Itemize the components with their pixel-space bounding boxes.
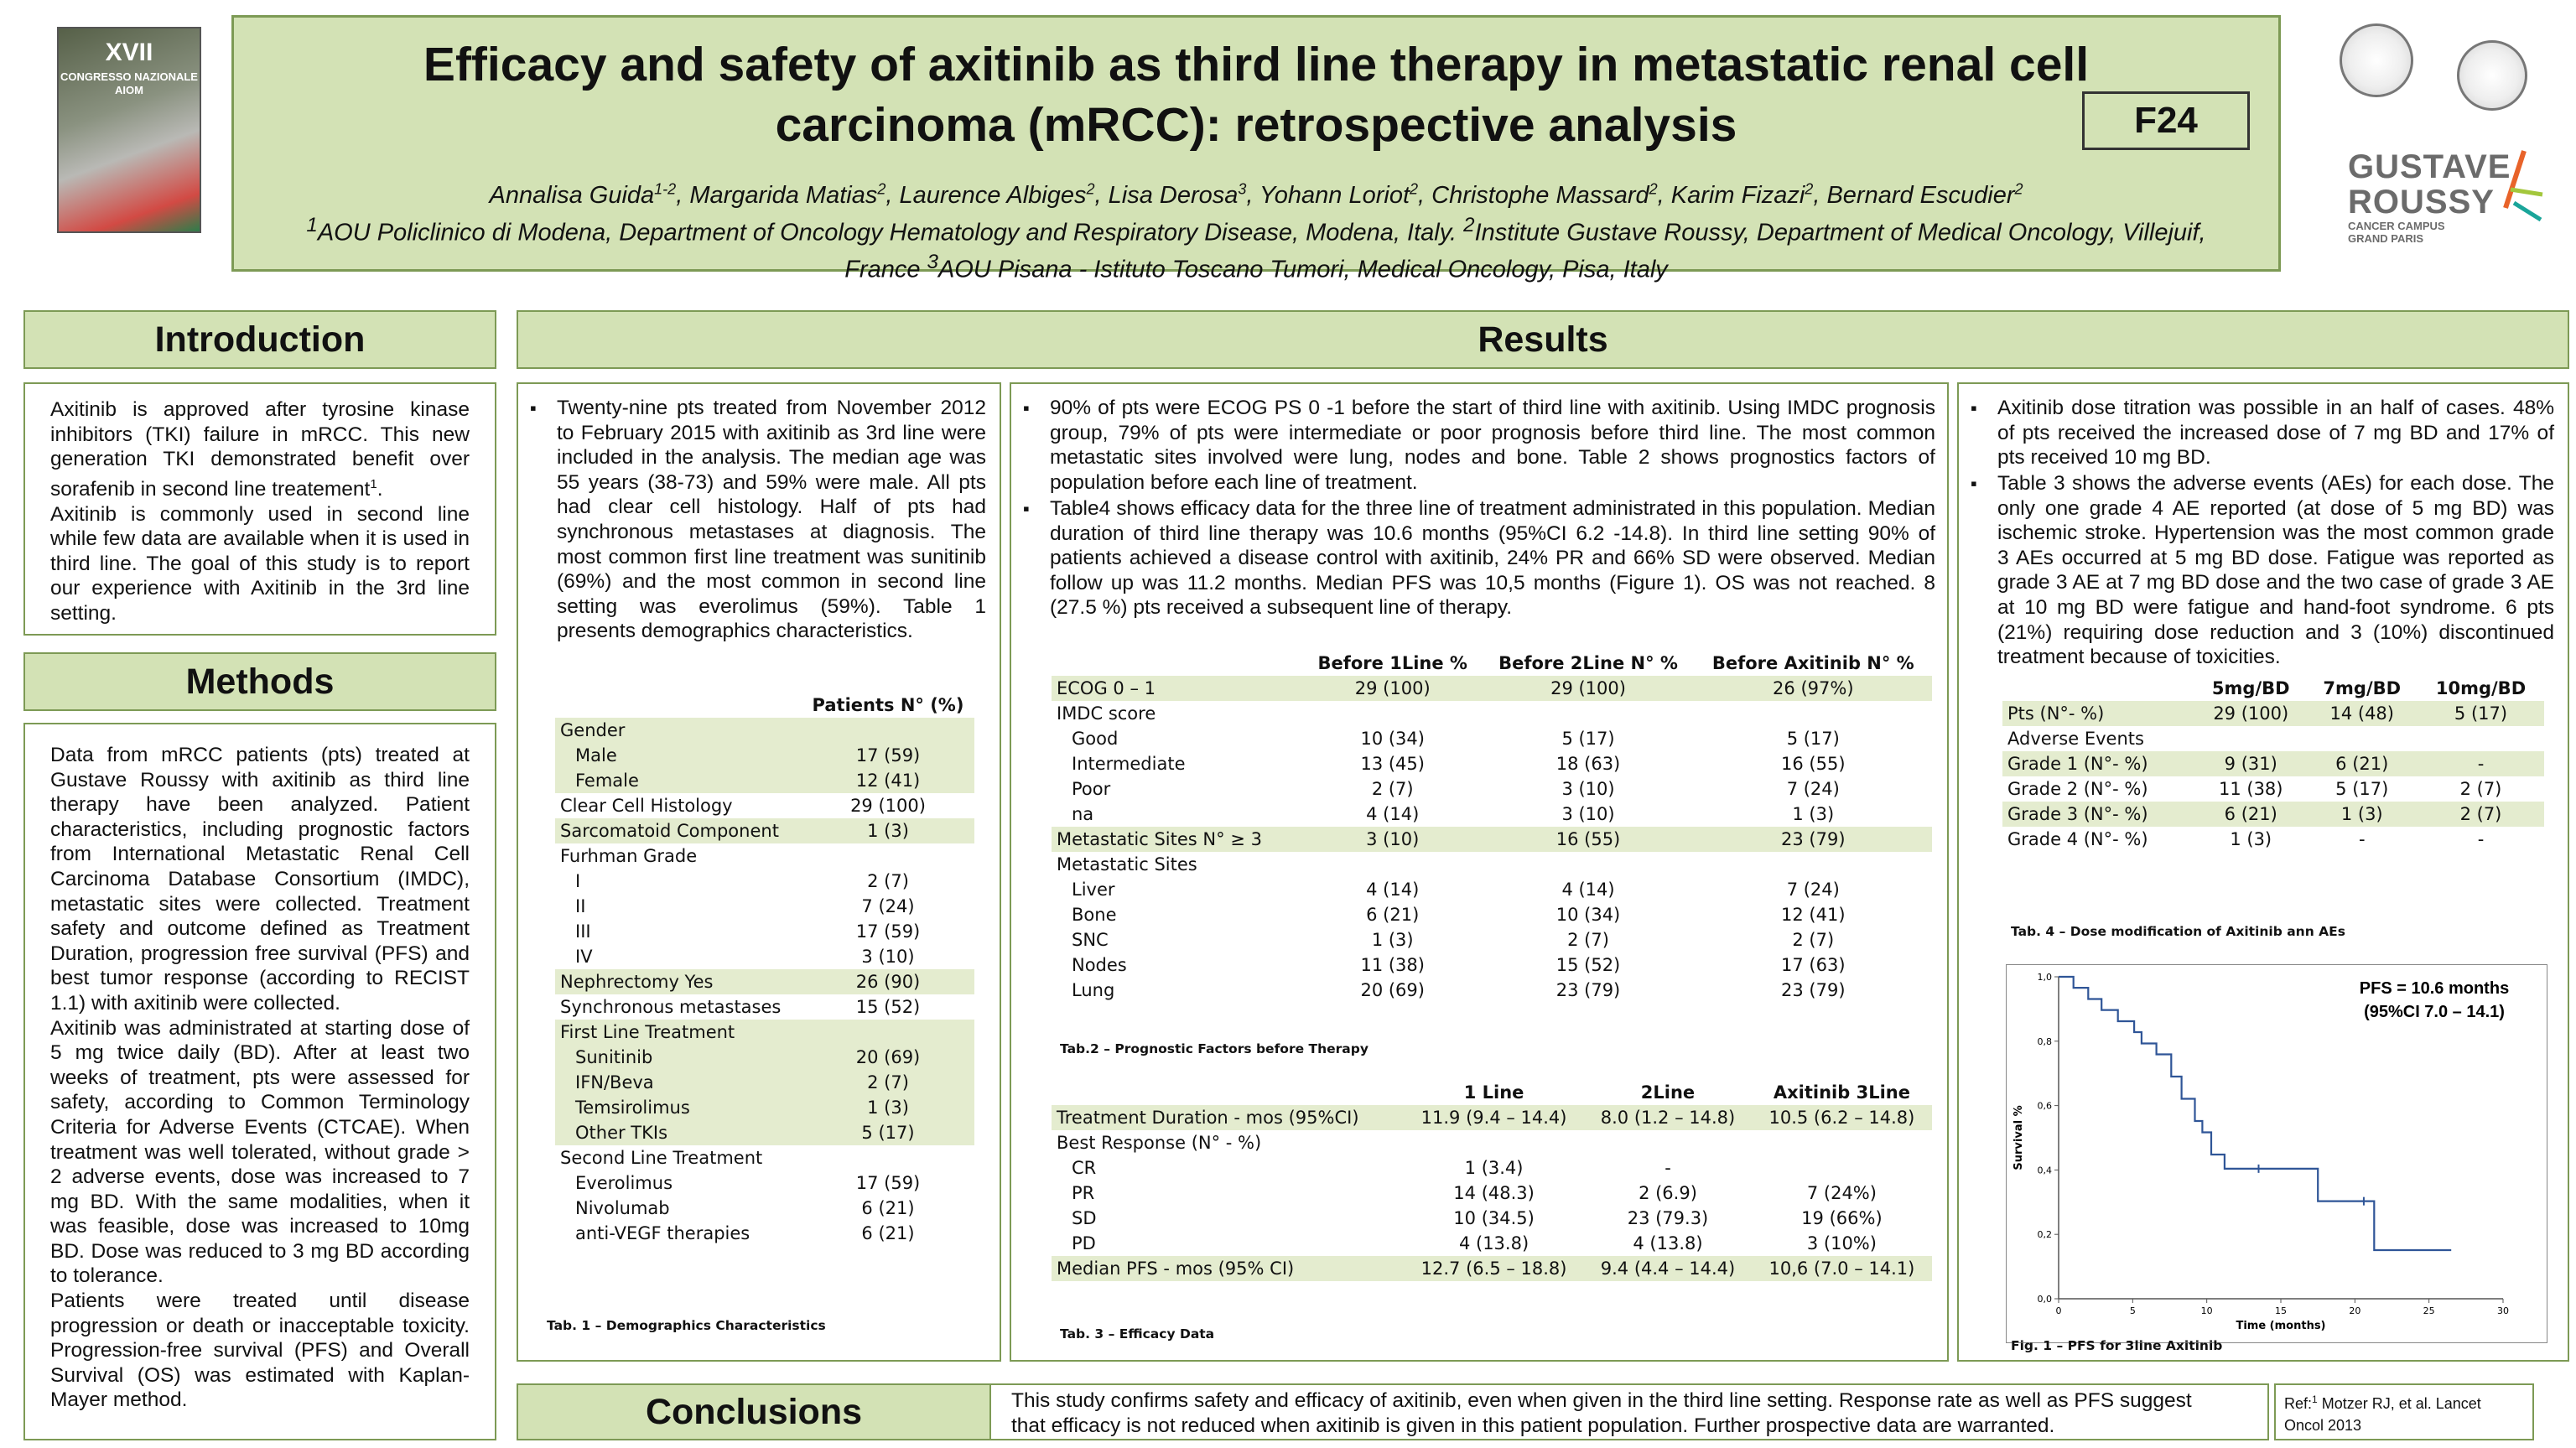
row-label: Grade 1 (N°- %) <box>2002 751 2195 776</box>
row-value: 6 (21) <box>861 1198 915 1218</box>
cell-value: 29 (100) <box>1482 676 1694 701</box>
row-label: Metastatic Sites <box>1057 854 1197 875</box>
row-label: Grade 3 (N°- %) <box>2002 802 2195 827</box>
row-label: PR <box>1072 1183 1095 1203</box>
table-row <box>1052 1231 1932 1256</box>
cell-value: 5 (17) <box>2335 779 2389 799</box>
author-list: Annalisa Guida$^{1-2}$, Margarida Matias$^2$, Laurence Albiges$^2$, Lisa Derosa$^3$, Yohann Loriot$^2$, Christophe Massard$^2$, Karim Fizazi$^2$, Bernard Escudier$^2$ <box>489 180 2023 209</box>
cell-value: 6 (21) <box>1366 905 1420 925</box>
table-row <box>1052 852 1932 877</box>
row-label: Intermediate <box>1072 754 1186 774</box>
table-row <box>555 1145 974 1170</box>
results-bullet-efficacy: ▪ Table4 shows efficacy data for the three line of treatment administrated in this population. Median duration of third line therapy was 10.6 months (95%CI 6.2 -14.8). In third line setting 90% of patients achieved a disease control with axitinib, 24% PR and 66% SD were observed. Median follow up was 11.2 months. Median PFS was 10,5 months (Figure 1). OS was not reached. 8 (27.5 %) pts received a subsequent line of therapy. <box>1020 496 1935 620</box>
row-label: na <box>1072 804 1094 824</box>
cell-value: 13 (45) <box>1360 754 1425 774</box>
table-1-caption: Tab. 1 – Demographics Characteristics <box>547 1318 826 1333</box>
row-label: Nephrectomy Yes <box>555 969 802 994</box>
table-row <box>1052 978 1932 1003</box>
column-header: Before 2Line N° % <box>1498 653 1678 673</box>
author-name: Christophe Massard$^2$ <box>1431 180 1658 209</box>
cell-value: 23 (79) <box>1555 980 1621 1000</box>
row-label: Sunitinib <box>555 1045 802 1070</box>
methods-paragraph-2: Axitinib was administrated at starting dose of 5 mg twice daily (BD). After at least two weeks of treatment, pts were assessed for safety, according to Common Terminology Criteria for Adverse Events (CTCAE). When treatment was well tolerated, without grade > 2 adverse events, dose was increased to 7 mg BD. With the same modalities, when it was feasible, dose was increased to 10mg BD. Dose was reduced to 3 mg BD according to tolerance. <box>50 1016 470 1288</box>
row-value: 1 (3) <box>802 818 974 843</box>
table-row <box>1052 1130 1932 1155</box>
gustave-roussy-logo: GUSTAVE ROUSSY CANCER CAMPUS GRAND PARIS <box>2348 149 2524 250</box>
table-row <box>1052 952 1932 978</box>
pfs-annotation-line-1: PFS = 10.6 months <box>2359 979 2510 998</box>
table-row <box>555 843 974 869</box>
row-label: Other TKIs <box>555 1120 802 1145</box>
author-name: Bernard Escudier$^2$ <box>1826 180 2023 209</box>
column-header <box>1052 651 1303 676</box>
methods-paragraph-1: Data from mRCC patients (pts) treated at Gustave Roussy with axitinib as third line therapy have been analyzed. Patient characteristics, including prognostic factors from International Metastatic Renal Cell Carcinoma Database Consortium (IMDC), metastatic sites were collected. Treatment safety and outcome defined as Treatment Duration, progression free survival (PFS) and best tumor response (according to RECIST 1.1) with axitinib were collected. <box>50 744 470 1015</box>
column-header: Before Axitinib N° % <box>1711 653 1914 673</box>
conclusions-text: This study confirms safety and efficacy of axitinib, even when given in the third line setting. Response rate as well as PFS suggest that efficacy is not reduced when axitinib is given in this patient population. Further prospective data are warranted. <box>1011 1389 2192 1437</box>
row-label: Treatment Duration - mos (95%CI) <box>1052 1105 1404 1130</box>
column-header: 10mg/BD <box>2435 678 2527 698</box>
cell-value: 10 (34) <box>1360 729 1425 749</box>
introduction-paragraph-2: Axitinib is commonly used in second line while few data are available when it is used in third line. The goal of this study is to report our experience with Axitinib in the 3rd line setting. <box>50 502 470 625</box>
row-label: II <box>575 896 586 916</box>
logo-edition: XVII <box>105 39 153 66</box>
x-tick-label: 30 <box>2497 1305 2509 1316</box>
row-label: Clear Cell Histology <box>560 796 733 816</box>
cell-value: 10 (34) <box>1555 905 1621 925</box>
cell-value <box>1404 1130 1584 1155</box>
x-tick-label: 0 <box>2055 1305 2062 1316</box>
row-value: 15 (52) <box>855 997 921 1017</box>
row-value <box>802 718 974 743</box>
results-bullet-demographics: ▪ Twenty-nine pts treated from November 2012 to February 2015 with axitinib as 3rd line were included in the analysis. The median age was 55 years (38-73) and 59% were male. All pts had clear cell histology. Half of pts had synchronous metastases at diagnosis. The most common first line treatment was sunitinib (69%) and the most common in second line setting was everolimus (59%). Table 1 presents demographics characteristics. <box>527 396 986 644</box>
cell-value: 29 (100) <box>1303 676 1482 701</box>
cell-value: 2 (7) <box>2418 802 2544 827</box>
row-label: Furhman Grade <box>560 846 698 866</box>
affiliation-line-1: $^1$AOU Policlinico di Modena, Department of Oncology Hematology and Respiratory Disease, Modena, Italy. $^2$Institute Gustave Roussy, Department of Medical Oncology, Villejuif, <box>306 213 2206 247</box>
logo-slash-icon <box>2499 149 2549 241</box>
results-bullet-adverse-events: ▪ Table 3 shows the adverse events (AEs) for each dose. The only one grade 4 AE reported (at dose of 5 mg BD) was ischemic stroke. Hypertension was the most common grade 3 AEs occurred at 5 mg BD dose. Fatigue was reported as grade 3 AE at 7 mg BD dose and the two case of grade 3 AE at 10 mg BD were fatigue and hand-foot syndrome. 6 pts (21%) requiring dose reduction and 3 (10%) discontinued treatment because of toxicities. <box>1967 471 2554 670</box>
cell-value: - <box>2358 829 2366 849</box>
author-name: Annalisa Guida$^{1-2}$ <box>489 180 677 209</box>
aiom-congress-logo <box>57 27 201 233</box>
row-value: 17 (59) <box>855 1173 921 1193</box>
row-value <box>802 1020 974 1045</box>
affiliation-line-2: France $^3$AOU Pisana - Istituto Toscano Tumori, Medical Oncology, Pisa, Italy <box>844 251 1668 283</box>
row-label: Grade 4 (N°- %) <box>2007 829 2148 849</box>
cell-value <box>1482 852 1694 877</box>
cell-value: 14 (48.3) <box>1453 1183 1535 1203</box>
author-name: Karim Fizazi$^2$ <box>1670 180 1814 209</box>
cell-value: 1 (3) <box>1792 804 1835 824</box>
column-header: Axitinib 3Line <box>1773 1082 1910 1103</box>
table-row <box>1052 1155 1932 1181</box>
row-value: 20 (69) <box>802 1045 974 1070</box>
table-row <box>1052 927 1932 952</box>
table-row <box>1052 776 1932 802</box>
row-label: Pts (N°- %) <box>2002 701 2195 726</box>
cell-value: 1 (3) <box>1371 930 1414 950</box>
x-tick-label: 10 <box>2200 1305 2213 1316</box>
cell-value: 4 (13.8) <box>1633 1233 1703 1253</box>
column-header: 1 Line <box>1463 1082 1524 1103</box>
row-label: IMDC score <box>1057 703 1156 724</box>
cell-value: 3 (10) <box>1303 827 1482 852</box>
cell-value: 3 (10) <box>1561 804 1615 824</box>
row-value: 29 (100) <box>850 796 926 816</box>
row-label: Metastatic Sites N° ≥ 3 <box>1052 827 1303 852</box>
cell-value: 1 (3) <box>2230 829 2272 849</box>
table-row <box>1052 1206 1932 1231</box>
row-label: Gender <box>555 718 802 743</box>
row-label: III <box>575 921 591 942</box>
table-row <box>1052 726 1932 751</box>
cell-value <box>1752 1130 1932 1155</box>
table-row <box>1052 877 1932 902</box>
table-row <box>555 1221 974 1246</box>
cell-value <box>1695 852 1932 877</box>
row-label: PD <box>1072 1233 1096 1253</box>
cell-value <box>1303 852 1482 877</box>
y-tick-label: 0,6 <box>2037 1100 2052 1112</box>
table-row <box>2002 751 2544 776</box>
cell-value <box>1584 1130 1752 1155</box>
column-header: 5mg/BD <box>2211 678 2290 698</box>
cell-value: 20 (69) <box>1360 980 1425 1000</box>
cell-value: 16 (55) <box>1781 754 1846 774</box>
cell-value: 5 (17) <box>1786 729 1840 749</box>
row-label: Bone <box>1072 905 1117 925</box>
row-label: Good <box>1072 729 1119 749</box>
poster-id-badge: F24 <box>2082 91 2250 150</box>
table-row <box>2002 701 2544 726</box>
row-value: 6 (21) <box>861 1223 915 1243</box>
row-label: Nivolumab <box>575 1198 670 1218</box>
cell-value: 11.9 (9.4 – 14.4) <box>1404 1105 1584 1130</box>
row-label: ECOG 0 – 1 <box>1052 676 1303 701</box>
row-label: Second Line Treatment <box>560 1148 763 1168</box>
introduction-heading: Introduction <box>23 310 496 369</box>
cell-value: 18 (63) <box>1555 754 1621 774</box>
row-value: 3 (10) <box>861 947 915 967</box>
y-tick-label: 0,8 <box>2037 1035 2052 1047</box>
pfs-kaplan-meier-chart <box>2007 965 2548 1332</box>
table-row <box>1052 802 1932 827</box>
cell-value <box>1752 1155 1932 1181</box>
table-row <box>1052 902 1932 927</box>
row-label: Poor <box>1072 779 1111 799</box>
cell-value: 23 (79) <box>1781 980 1846 1000</box>
table-row <box>1052 827 1932 852</box>
header-banner <box>231 15 2281 283</box>
cell-value: 7 (24) <box>1786 880 1840 900</box>
cell-value: 26 (97%) <box>1695 676 1932 701</box>
methods-paragraph-3: Patients were treated until disease progression or death or inacceptable toxicity. Progression-free survival (PFS) and Overall Survival (OS) was estimated with Kaplan-Mayer method. <box>50 1290 470 1412</box>
y-tick-label: 0,2 <box>2037 1229 2052 1241</box>
cell-value: 12.7 (6.5 – 18.8) <box>1404 1256 1584 1281</box>
table-row <box>555 1120 974 1145</box>
cell-value: 6 (21) <box>2307 751 2418 776</box>
cell-value: 8.0 (1.2 – 14.8) <box>1584 1105 1752 1130</box>
row-label: I <box>575 871 581 891</box>
cell-value: 14 (48) <box>2307 701 2418 726</box>
table-row <box>555 894 974 919</box>
table-row <box>1052 676 1932 701</box>
row-label: Synchronous metastases <box>560 997 782 1017</box>
cell-value: 5 (17) <box>1561 729 1615 749</box>
x-tick-label: 5 <box>2129 1305 2136 1316</box>
column-header: 7mg/BD <box>2323 678 2402 698</box>
table-row <box>1052 701 1932 726</box>
cell-value: 11 (38) <box>1360 955 1425 975</box>
table-row <box>555 919 974 944</box>
row-label: Median PFS - mos (95% CI) <box>1052 1256 1404 1281</box>
row-value: 17 (59) <box>802 743 974 768</box>
author-name: Margarida Matias$^2$ <box>689 180 886 209</box>
row-value: 12 (41) <box>802 768 974 793</box>
cell-value: 16 (55) <box>1482 827 1694 852</box>
column-header: Before 1Line % <box>1317 653 1467 673</box>
table-row <box>555 1095 974 1120</box>
cell-value <box>1695 701 1932 726</box>
cell-value <box>2418 726 2544 751</box>
row-label: Best Response (N° - %) <box>1057 1133 1262 1153</box>
cell-value: 7 (24) <box>1786 779 1840 799</box>
row-label: Grade 2 (N°- %) <box>2007 779 2148 799</box>
column-header: 2Line <box>1640 1082 1696 1103</box>
pfs-chart-frame <box>2006 964 2547 1343</box>
table-dose-modification <box>2002 676 2544 852</box>
table-row <box>1052 1256 1932 1281</box>
x-tick-label: 20 <box>2349 1305 2361 1316</box>
table-row <box>555 718 974 743</box>
cell-value: 1 (3.4) <box>1464 1158 1524 1178</box>
cell-value: 23 (79) <box>1695 827 1932 852</box>
row-label: Liver <box>1072 880 1115 900</box>
table-row <box>555 969 974 994</box>
x-tick-label: 15 <box>2275 1305 2287 1316</box>
poster-title: Efficacy and safety of axitinib as third line therapy in metastatic renal cell carcinoma (mRCC): retrospective analysis <box>423 38 2090 152</box>
reference-box: Ref:$^1$ Motzer RJ, et al. Lancet Oncol 2013 <box>2274 1383 2534 1440</box>
table-row <box>555 944 974 969</box>
cell-value: 7 (24%) <box>1806 1183 1877 1203</box>
table-row <box>555 1070 974 1095</box>
cell-value: - <box>1665 1158 1671 1178</box>
row-value: 1 (3) <box>802 1095 974 1120</box>
row-label: SD <box>1072 1208 1097 1228</box>
row-label: IV <box>575 947 593 967</box>
cell-value: 5 (17) <box>2418 701 2544 726</box>
figure-1-caption: Fig. 1 – PFS for 3line Axitinib <box>2011 1338 2223 1353</box>
cell-value: 11 (38) <box>2218 779 2283 799</box>
methods-heading: Methods <box>23 652 496 711</box>
cell-value: 29 (100) <box>2195 701 2307 726</box>
cell-value <box>2195 726 2307 751</box>
row-value: 7 (24) <box>861 896 915 916</box>
row-value <box>802 1145 974 1170</box>
cell-value: 4 (14) <box>1561 880 1615 900</box>
column-header <box>1052 1080 1404 1105</box>
table-row <box>1052 751 1932 776</box>
table-row <box>555 994 974 1020</box>
table-row <box>555 869 974 894</box>
row-label: anti-VEGF therapies <box>575 1223 750 1243</box>
table-row <box>555 743 974 768</box>
conclusions-heading: Conclusions <box>517 1383 991 1440</box>
cell-value: - <box>2477 829 2485 849</box>
cell-value: 19 (66%) <box>1801 1208 1883 1228</box>
university-seal-icon <box>2340 23 2413 97</box>
table-row <box>555 1196 974 1221</box>
results-column-2 <box>1010 382 1949 1362</box>
introduction-panel <box>23 382 496 636</box>
author-name: Lisa Derosa$^3$ <box>1108 180 1247 209</box>
cell-value: 3 (10%) <box>1806 1233 1877 1253</box>
cell-value: 17 (63) <box>1781 955 1846 975</box>
row-label: Sarcomatoid Component <box>555 818 802 843</box>
cell-value: 1 (3) <box>2307 802 2418 827</box>
y-tick-label: 0,0 <box>2037 1294 2052 1305</box>
row-value: 17 (59) <box>855 921 921 942</box>
results-heading: Results <box>517 310 2569 369</box>
cell-value <box>2307 726 2418 751</box>
x-axis-label: Time (months) <box>2236 1320 2326 1332</box>
row-value: 26 (90) <box>802 969 974 994</box>
row-label: IFN/Beva <box>555 1070 802 1095</box>
cell-value: 23 (79.3) <box>1627 1208 1709 1228</box>
cell-value: 10.5 (6.2 – 14.8) <box>1752 1105 1932 1130</box>
table-efficacy-data <box>1052 1080 1932 1281</box>
table-row <box>555 1045 974 1070</box>
table-row <box>555 1020 974 1045</box>
table-row <box>2002 726 2544 751</box>
table-prognostic-factors <box>1052 651 1932 1003</box>
author-name: Laurence Albiges$^2$ <box>899 180 1095 209</box>
table-row <box>1052 1105 1932 1130</box>
cell-value: 2 (7) <box>1371 779 1414 799</box>
row-label: Nodes <box>1072 955 1127 975</box>
table-2-caption: Tab.2 – Prognostic Factors before Therapy <box>1060 1041 1368 1056</box>
results-column-3 <box>1957 382 2569 1362</box>
row-label: Temsirolimus <box>555 1095 802 1120</box>
results-column-1 <box>517 382 1001 1362</box>
table-demographics <box>555 693 974 1246</box>
table-row <box>2002 776 2544 802</box>
row-label: First Line Treatment <box>555 1020 802 1045</box>
cell-value: 2 (7) <box>2459 779 2502 799</box>
introduction-paragraph-1: Axitinib is approved after tyrosine kinase inhibitors (TKI) failure in mRCC. This new generation TKI demonstrated benefit over sorafenib in second line treatement$^1$. <box>50 398 470 501</box>
authors-block <box>234 174 2278 285</box>
table-3-caption: Tab. 3 – Efficacy Data <box>1060 1326 1215 1342</box>
cell-value: 2 (7) <box>1792 930 1835 950</box>
cell-value: 15 (52) <box>1555 955 1621 975</box>
cell-value: 4 (14) <box>1366 880 1420 900</box>
row-label: Lung <box>1072 980 1115 1000</box>
table-row <box>555 793 974 818</box>
cell-value: 2 (7) <box>1567 930 1609 950</box>
author-name: Yohann Loriot$^2$ <box>1259 180 1419 209</box>
row-label: Everolimus <box>575 1173 673 1193</box>
y-tick-label: 0,4 <box>2037 1165 2052 1176</box>
cell-value: 10,6 (7.0 – 14.1) <box>1752 1256 1932 1281</box>
row-label: Male <box>555 743 802 768</box>
table-row <box>2002 802 2544 827</box>
cell-value: 3 (10) <box>1561 779 1615 799</box>
cell-value: 10 (34.5) <box>1453 1208 1535 1228</box>
cell-value: 4 (13.8) <box>1458 1233 1530 1253</box>
results-bullet-dose-titration: ▪ Axitinib dose titration was possible in an half of cases. 48% of pts received the increased dose of 7 mg BD and 17% of pts received 10 mg BD. <box>1967 396 2554 470</box>
table-row <box>1052 1181 1932 1206</box>
table-row <box>2002 827 2544 852</box>
table-4-caption: Tab. 4 – Dose modification of Axitinib ann AEs <box>2011 924 2345 939</box>
conclusions-panel <box>517 1383 2269 1440</box>
cell-value: 12 (41) <box>1781 905 1846 925</box>
results-bullet-ecog: ▪ 90% of pts were ECOG PS 0 -1 before the start of third line with axitinib. Using IMDC prognosis group, 79% of pts were intermediate or poor prognosis before third line. The most common metastatic sites involved were lung, nodes and bone. Table 2 shows prognostics factors of population before each line of treatment. <box>1020 396 1935 495</box>
row-label: SNC <box>1072 930 1109 950</box>
row-value <box>802 843 974 869</box>
cell-value: 6 (21) <box>2195 802 2307 827</box>
y-axis-label: Survival % <box>2012 1105 2025 1170</box>
x-tick-label: 25 <box>2423 1305 2435 1316</box>
methods-panel <box>23 723 496 1440</box>
cell-value: 9.4 (4.4 – 14.4) <box>1584 1256 1752 1281</box>
table-header: Patients N° (%) <box>812 695 964 715</box>
university-pisa-seal-icon <box>2457 40 2527 111</box>
table-row <box>555 768 974 793</box>
row-value: 2 (7) <box>867 871 909 891</box>
logo-congress: CONGRESSO NAZIONALE AIOM <box>60 70 198 96</box>
cell-value: 2 (6.9) <box>1639 1183 1697 1203</box>
cell-value: 4 (14) <box>1366 804 1420 824</box>
row-label: Adverse Events <box>2007 729 2144 749</box>
cell-value <box>1482 701 1694 726</box>
row-value: 5 (17) <box>802 1120 974 1145</box>
cell-value <box>1303 701 1482 726</box>
column-header <box>2002 676 2195 701</box>
row-value: 2 (7) <box>802 1070 974 1095</box>
cell-value: 9 (31) <box>2195 751 2307 776</box>
cell-value: - <box>2418 751 2544 776</box>
pfs-annotation-line-2: (95%CI 7.0 – 14.1) <box>2364 1003 2505 1021</box>
table-row <box>555 818 974 843</box>
row-label: Female <box>555 768 802 793</box>
row-label: CR <box>1072 1158 1097 1178</box>
y-tick-label: 1,0 <box>2037 972 2052 983</box>
table-row <box>555 1170 974 1196</box>
